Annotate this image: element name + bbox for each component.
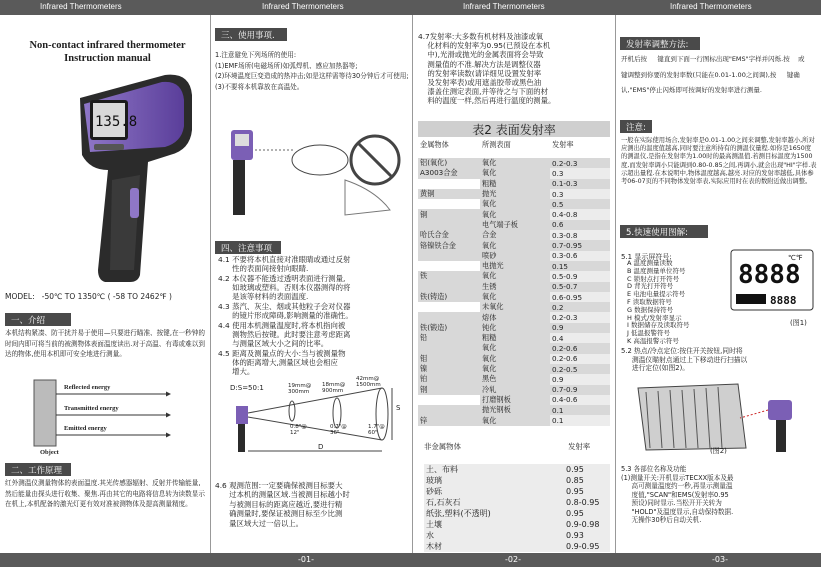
material-cell xyxy=(418,302,480,312)
table-row xyxy=(418,209,610,219)
table-row xyxy=(418,261,610,271)
emissivity-cell: 0.2-0.6 xyxy=(550,343,610,353)
material-cell: A3003合金 xyxy=(418,168,480,178)
emissivity-adjust-text: 开机后按 键直到下面一行图标出现"EMS"字样并闪烁.按 或 键调整到你要的发射率数(只能在0.01-1.00之间调),按 键确认,"EMS"停止闪烁即可按调好的发射率进行测量. xyxy=(621,55,815,94)
surface-cell: 合金 xyxy=(480,230,550,240)
inch-label-3: 1.7"@ 60" xyxy=(368,424,385,436)
manual-title: Non-contact infrared thermometer xyxy=(29,40,186,51)
material-cell: 砂砾 xyxy=(426,487,442,496)
surface-cell: 粗糙 xyxy=(480,179,550,189)
header-bar xyxy=(0,0,821,15)
material-cell xyxy=(418,343,480,353)
distance-label: D xyxy=(318,443,324,451)
emissivity-cell: 0.9-0.98 xyxy=(566,520,600,529)
table-row xyxy=(418,333,610,343)
surface-cell: 冷轧 xyxy=(480,385,550,395)
parts-function-text: 5.3 各部位名称及功能 (1)测量开关:开机显示TECXX版本及最 高可测量温度约一秒,再显示测量温 度值,"SCAN"和EMS(发射率0.95 预设)同时显示.当松开开关转为 "HOLD"及温度显示,自动保持数据. 无操作30秒后自动关机. xyxy=(621,465,734,524)
lcd-symbol-item: A 温度测量读数 xyxy=(627,259,673,267)
emissivity-cell: 0.2-0.3 xyxy=(550,158,610,168)
svg-text:8888: 8888 xyxy=(738,260,801,290)
table-row xyxy=(418,199,610,209)
emissivity-cell: 0.9 xyxy=(550,323,610,333)
lcd-symbol-item: K 高温报警示符号 xyxy=(627,336,679,345)
table-row xyxy=(418,230,610,240)
surface-cell: 抛光钢板 xyxy=(480,405,550,415)
material-cell: 铁(锻造) xyxy=(418,323,480,333)
lcd-symbol-item: F 读取数据符号 xyxy=(627,297,672,306)
section-caution-heading: 四、注意事项 xyxy=(215,241,281,254)
emissivity-intro: 4.7发射率:大多数有机材料及油漆或氧 化材料的发射率为0.95(已预设在本机 中),光滑或抛光的金属表面将会导致 测量值的不准.解决方法是调整仪器 的发射率读数(请详细见设置发射率 及发射率表)或用遮盖胶带或黑色油 漆盖住测定表面,并等待之与下面的材 料的温度一样,然后再进行温度的测量。 xyxy=(418,32,556,106)
emissivity-cell: 0.5 xyxy=(550,199,610,209)
surface-cell: 喷砂 xyxy=(480,251,550,261)
lcd-symbol-item: I 数据储存及读取符号 xyxy=(627,321,690,330)
header-title-2: Infrared Thermometers xyxy=(262,2,344,11)
emissivity-cell: 0.95 xyxy=(566,509,584,518)
material-cell: 铁(铸造) xyxy=(418,292,480,302)
table-row xyxy=(418,158,610,168)
principle-text: 红外测温仪测量物体的表面温度.其光传感器辐射、反射并传输能量,然后能量由探头进行收集、聚焦.再由其它的电路将信息转为读数显示在机上,本机配备的激光灯更有效对准被测物体及提高测量精度。 xyxy=(5,479,205,508)
caution-item-3: 4.3 蒸汽、灰尘、烟或其他粒子会对仪器 的镜片形成障碍,影响测量的准确性。 xyxy=(218,302,353,320)
nonmetal-rows xyxy=(424,464,610,552)
lcd-display-figure xyxy=(728,240,816,315)
table-row xyxy=(418,179,610,189)
material-cell: 哈氏合金 xyxy=(418,230,480,240)
material-cell xyxy=(418,179,480,189)
surface-cell: 电抛光 xyxy=(480,261,550,271)
table-row xyxy=(418,302,610,312)
material-cell: 土、布料 xyxy=(426,465,458,474)
emissivity-cell: 0.6 xyxy=(550,220,610,230)
lcd-symbol-item: G 数据保持符号 xyxy=(627,305,674,314)
material-cell: 石,石灰石 xyxy=(426,498,461,507)
svg-text:8888: 8888 xyxy=(770,294,797,307)
emissivity-cell: 0.7-0.95 xyxy=(550,240,610,250)
emissivity-cell: 0.15 xyxy=(550,261,610,271)
page-number-3: -03- xyxy=(712,555,728,564)
emissivity-cell: 0.2 xyxy=(550,302,610,312)
table-row xyxy=(418,395,610,405)
inch-label-1: 0.8"@ 12" xyxy=(290,424,307,436)
surface-cell: 生锈 xyxy=(480,282,550,292)
emissivity-cell: 0.4 xyxy=(550,333,610,343)
header-title-3: Infrared Thermometers xyxy=(463,2,545,11)
emissivity-adjust-heading: 发射率调整方法: xyxy=(620,37,700,50)
page-number-1: -01- xyxy=(298,555,314,564)
lcd-symbol-item: J 低温报警符号 xyxy=(627,329,670,338)
emissivity-cell: 0.93 xyxy=(566,531,584,540)
quick-guide-heading: 5.快速使用图解: xyxy=(620,225,708,238)
surface-cell: 钝化 xyxy=(480,323,550,333)
metal-rows xyxy=(418,158,610,426)
emissivity-cell: 0.95 xyxy=(566,465,584,474)
emissivity-cell: 0.3 xyxy=(550,189,610,199)
material-cell: 锌 xyxy=(418,415,480,425)
surface-cell: 抛光 xyxy=(480,189,550,199)
table-row xyxy=(418,168,610,178)
table-row xyxy=(418,292,610,302)
material-cell xyxy=(418,251,480,261)
material-cell xyxy=(418,405,480,415)
nonmetal-header: 非金属物体 xyxy=(424,442,461,451)
surface-cell: 黑色 xyxy=(480,374,550,384)
figure-1-caption: (图1) xyxy=(790,319,807,327)
emissivity-cell: 0.3-0.8 xyxy=(550,230,610,240)
usage-text: 1.注意避免下列场所的使用: (1)EMF场所(电磁场所)如弧焊机、感应加热器等; (2)环境温度巨变造成的热冲击;如是这样需等待30分钟后才可使用; (3)不要将本机靠放在高温处。 xyxy=(215,51,409,91)
table-row xyxy=(418,354,610,364)
table-row xyxy=(418,282,610,292)
manual-subtitle: Instruction manual xyxy=(64,53,151,64)
material-cell: 铜 xyxy=(418,209,480,219)
emissivity-table-title: 表2 表面发射率 xyxy=(418,121,610,137)
surface-cell: 氧化 xyxy=(480,364,550,374)
emissivity-cell: 0.3 xyxy=(550,168,610,178)
material-cell: 钼 xyxy=(418,354,480,364)
page-divider xyxy=(615,15,616,553)
lcd-symbol-item: H 模式/发射率显示 xyxy=(627,313,682,322)
table-row xyxy=(418,251,610,261)
material-cell: 水 xyxy=(426,531,434,540)
surface-cell: 未氧化 xyxy=(480,302,550,312)
emitted-energy-label: Emitted energy xyxy=(64,425,107,432)
emissivity-cell: 0.7-0.9 xyxy=(550,385,610,395)
material-cell: 玻璃 xyxy=(426,476,442,485)
table-row xyxy=(424,497,610,508)
section-intro-heading: 一、介绍 xyxy=(5,313,71,326)
emissivity-cell: 0.4-0.8 xyxy=(550,209,610,219)
header-title-1: Infrared Thermometers xyxy=(40,2,122,11)
surface-cell: 氧化 xyxy=(480,199,550,209)
svg-text:135.8: 135.8 xyxy=(95,114,138,130)
table-row xyxy=(424,475,610,486)
emissivity-cell: 0.1 xyxy=(550,405,610,415)
section-principle-heading: 二、工作原理 xyxy=(5,463,71,476)
material-cell: 黄铜 xyxy=(418,189,480,199)
view-range-text: 4.6 观测范围:一定要确保被测目标要大 过本机的测量区域.当被测目标越小时 与被测目标的距离应越近,要进行精 确测量时,要保证被测目标至少比测 量区域大过一倍以上。 xyxy=(215,481,350,528)
table-row xyxy=(424,486,610,497)
material-cell: 铂 xyxy=(418,374,480,384)
nonmetal-header-value: 发射率 xyxy=(568,442,591,451)
emissivity-cell: 0.2-0.6 xyxy=(550,354,610,364)
material-cell xyxy=(418,395,480,405)
material-cell: 钢 xyxy=(418,385,480,395)
table-row xyxy=(418,405,610,415)
table-row xyxy=(418,364,610,374)
emissivity-cell: 0.1-0.3 xyxy=(550,179,610,189)
surface-cell: 氧化 xyxy=(480,292,550,302)
surface-cell: 氧化 xyxy=(480,415,550,425)
page-number-2: -02- xyxy=(505,555,521,564)
emissivity-cell: 0.2-0.5 xyxy=(550,364,610,374)
hotspot-text: 5.2 热点/冷点定位:按住开关按钮,同时将 测温仪瞄射点通过上下移动进行扫描以 进行定位(如图2)。 xyxy=(621,347,748,372)
material-cell xyxy=(418,220,480,230)
no-heat-illustration xyxy=(225,120,405,240)
header-title-4: Infrared Thermometers xyxy=(670,2,752,11)
surface-cell: 氧化 xyxy=(480,354,550,364)
emissivity-cell: 0.4-0.6 xyxy=(550,395,610,405)
surface-cell: 氧化 xyxy=(480,240,550,250)
caution-item-4: 4.4 使用本机测量温度时,将本机指向被 测物然后按键。此时要注意考虑距离 与测量区域大小之间的比率。 xyxy=(218,321,351,348)
surface-cell: 电气端子板 xyxy=(480,220,550,230)
spot-size-label: S xyxy=(396,404,401,412)
note-text: 一般在实际使用场合,发射率是0.01-1.00之间来调整,发射率越小,所对应测出的温度值越高,同时要注意所持有的测温仪量程.如你是1650度的测温仪,是指在发射率为1.00时的最高测温值.若测目标温度为1500度,而发射率调小只能调到0.80-0.85之间,再调小,就会出现"HI"字样.表示超出量程.在本说明中,物体温度越高,越亮.对应的发射率越低,具体参考06-07页的不同物体发射率表,实际应用时在表的数附近做出调整。 xyxy=(621,137,817,186)
inch-label-2: 0.7"@ 36" xyxy=(330,424,347,436)
model-range: MODEL: -50℃ TO 1350℃ ( -58 TO 2462℉ ) xyxy=(5,292,172,301)
table-row xyxy=(424,519,610,530)
spot-label-1: 19mm@ 300mm xyxy=(288,383,312,395)
object-label: Object xyxy=(40,449,59,456)
spot-label-2: 18mm@ 900mm xyxy=(322,382,346,394)
table-row xyxy=(418,271,610,281)
material-cell: 铅 xyxy=(418,333,480,343)
material-cell: 铝(氧化) xyxy=(418,158,480,168)
spot-label-3: 42mm@ 1500mm xyxy=(356,376,381,388)
section-usage-heading: 三、使用事项. xyxy=(215,28,287,41)
material-cell: 土壤 xyxy=(426,520,442,529)
lcd-symbol-list xyxy=(627,260,689,346)
surface-cell: 氧化 xyxy=(480,343,550,353)
table-row xyxy=(418,374,610,384)
thermometer-illustration xyxy=(70,70,200,285)
table-row xyxy=(424,541,610,552)
lcd-symbol-item: D 背光打开符号 xyxy=(627,282,674,291)
table-row xyxy=(418,312,610,322)
material-cell: 铁 xyxy=(418,271,480,281)
table-row xyxy=(418,240,610,250)
footer-bar xyxy=(0,553,821,567)
table-row xyxy=(424,464,610,475)
material-cell xyxy=(418,261,480,271)
emissivity-cell: 0.95 xyxy=(566,487,584,496)
surface-cell: 氧化 xyxy=(480,209,550,219)
caution-item-2: 4.2 本仪器不能透过透明表面进行测量, 如玻璃或塑料。否则本仪器测得的将 是该等材料的表面温度. xyxy=(218,274,351,301)
emissivity-cell: 0.3-0.6 xyxy=(550,251,610,261)
table-row xyxy=(424,508,610,519)
surface-cell: 氧化 xyxy=(480,158,550,168)
material-cell xyxy=(418,199,480,209)
col-header: 所测表面 xyxy=(482,140,511,150)
emissivity-cell: 0.9 xyxy=(550,374,610,384)
emissivity-cell: 0.1 xyxy=(550,415,610,425)
emissivity-cell: 0.5-0.9 xyxy=(550,271,610,281)
table-row xyxy=(418,385,610,395)
material-cell xyxy=(418,282,480,292)
material-cell: 铬镍铁合金 xyxy=(418,240,480,250)
surface-cell: 粗糙 xyxy=(480,333,550,343)
intro-text: 本机结构紧凑、防干扰并易于使用—只要进行瞄准、按键,在一秒钟的时间内即可将当前的被测物体表面温度读出.对于高温、有毒或难以到达的物体,使用本机即可安全地进行测量。 xyxy=(5,329,205,358)
reflected-energy-label: Reflected energy xyxy=(64,384,111,391)
table-row xyxy=(418,220,610,230)
table-row xyxy=(424,530,610,541)
emissivity-cell: 0.85 xyxy=(566,476,584,485)
lcd-symbol-item: E 电池电量提示符号 xyxy=(627,290,686,299)
table-row xyxy=(418,415,610,425)
caution-item-5: 4.5 距离及测量点的大小:当与被测量物 体的距离增大,测量区域也会相应 增大。 xyxy=(218,349,346,376)
emissivity-cell: 0.5-0.7 xyxy=(550,282,610,292)
table-row xyxy=(418,323,610,333)
emissivity-cell: 0.2-0.3 xyxy=(550,312,610,322)
note-heading: 注意: xyxy=(620,120,652,133)
lcd-symbol-title: 5.1 显示屏符号: xyxy=(621,253,672,261)
table-row xyxy=(418,343,610,353)
surface-cell: 氧化 xyxy=(480,168,550,178)
material-cell xyxy=(418,312,480,322)
surface-cell: 打磨钢板 xyxy=(480,395,550,405)
table-row xyxy=(418,189,610,199)
emissivity-cell: 0.8-0.95 xyxy=(566,498,600,507)
emissivity-cell: 0.9-0.95 xyxy=(566,542,600,551)
material-cell: 纸张,塑料(不透明) xyxy=(426,509,491,518)
col-header: 金属物体 xyxy=(420,140,449,150)
col-header: 发射率 xyxy=(552,140,574,150)
ds-ratio: D:S=50:1 xyxy=(230,384,264,392)
svg-text:℃℉: ℃℉ xyxy=(788,254,803,262)
surface-cell: 熔体 xyxy=(480,312,550,322)
surface-cell: 氧化 xyxy=(480,271,550,281)
lcd-symbol-item: C 锁射点打开符号 xyxy=(627,274,680,283)
material-cell: 镍 xyxy=(418,364,480,374)
emissivity-cell: 0.6-0.95 xyxy=(550,292,610,302)
transmitted-energy-label: Transmitted energy xyxy=(64,405,119,412)
figure-2-caption: (图2) xyxy=(710,447,727,455)
page-divider xyxy=(210,15,211,553)
metal-emissivity-table xyxy=(418,140,610,150)
caution-item-1: 4.1 不要将本机直接对准眼睛或通过反射 性的表面间接射向眼睛. xyxy=(218,255,351,273)
lcd-symbol-item: B 温度测量单位符号 xyxy=(627,266,686,275)
material-cell: 木材 xyxy=(426,542,442,551)
